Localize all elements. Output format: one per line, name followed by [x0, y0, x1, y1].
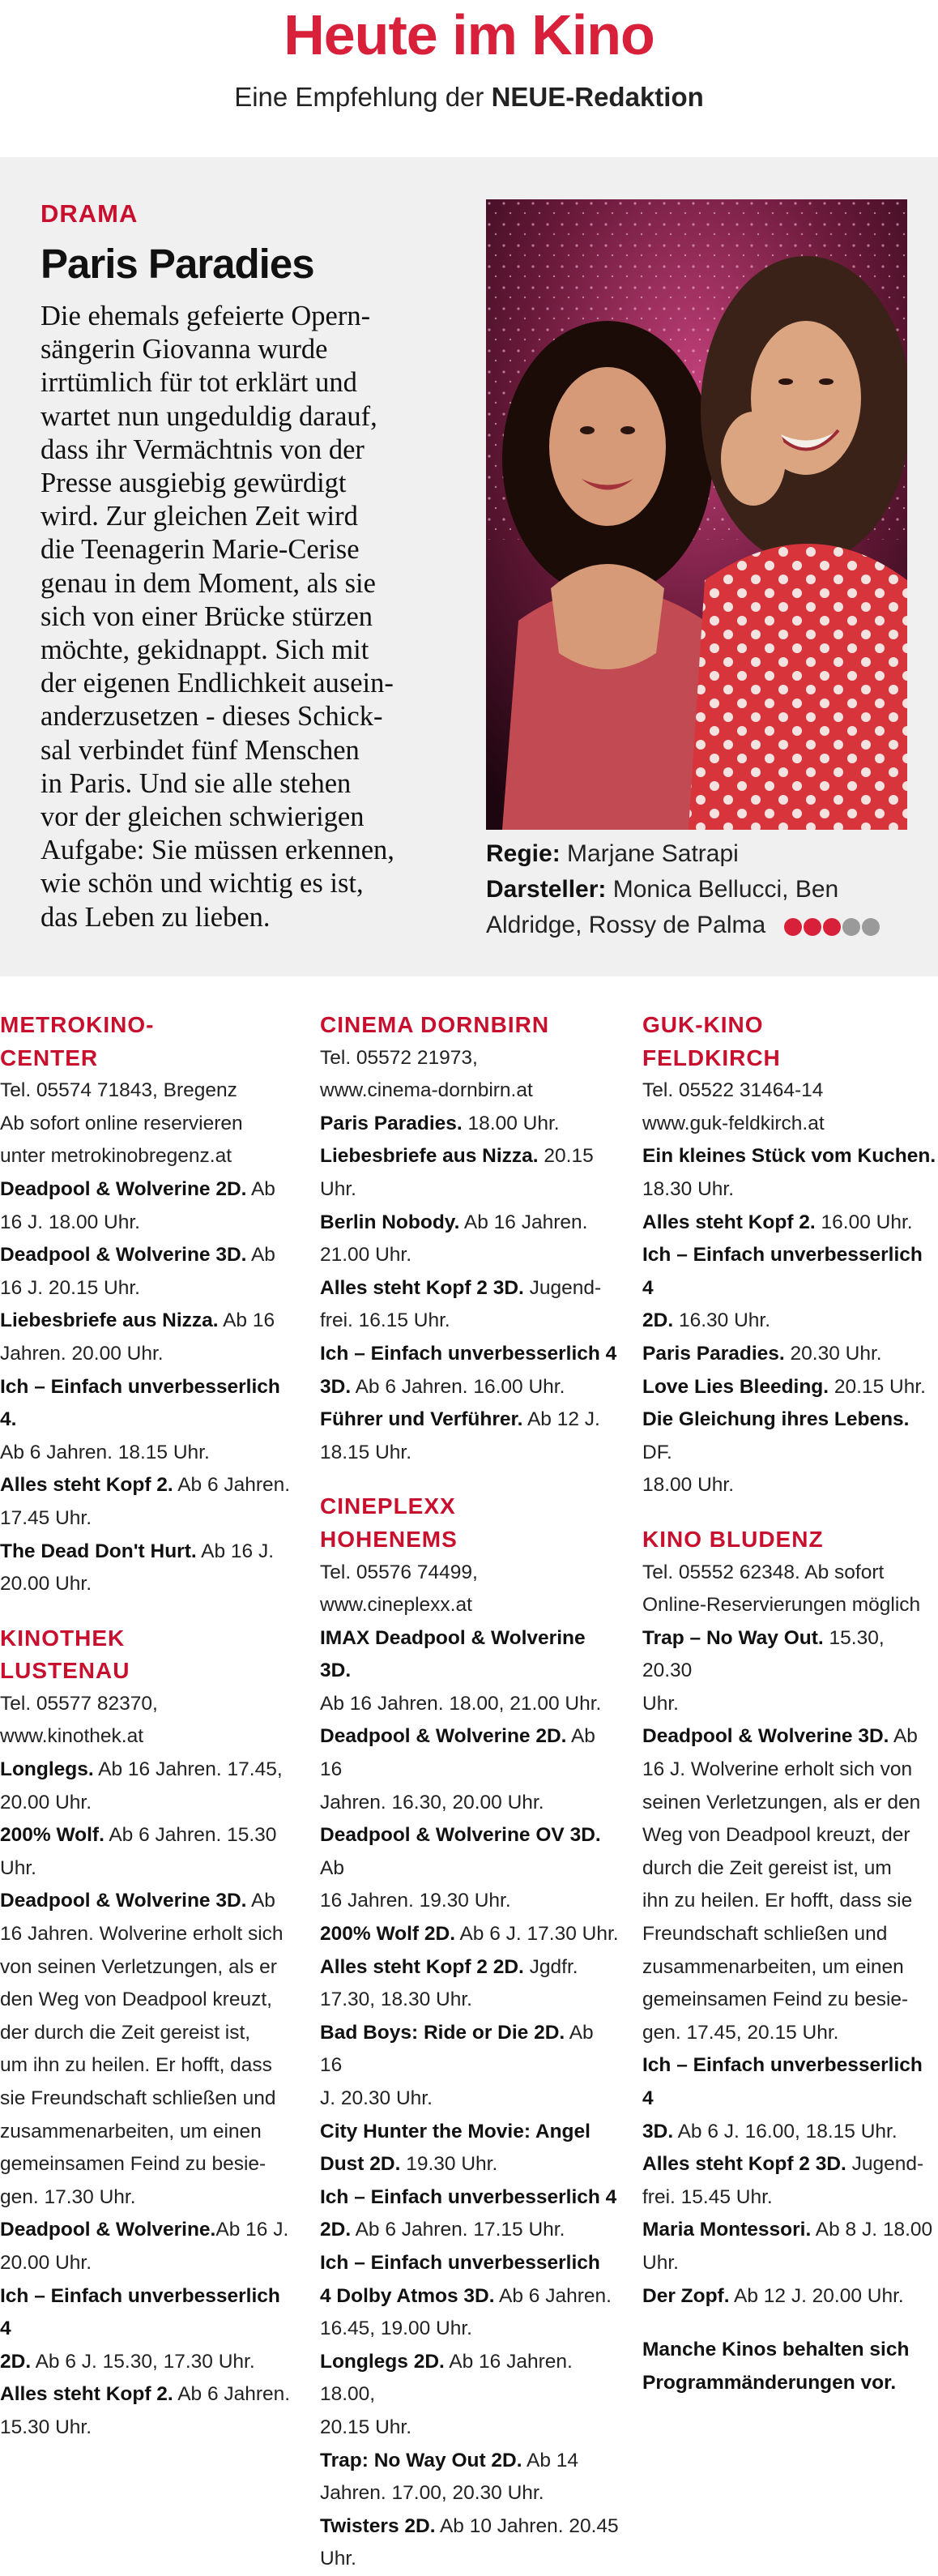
film-info: ihn zu heilen. Er hofft, dass sie	[642, 1890, 913, 1912]
film-title: Die Gleichung ihres Lebens.	[642, 1408, 910, 1431]
film-title-continued: 2D.	[320, 2219, 352, 2241]
film-info: sie Freundschaft schließen und	[0, 2087, 276, 2109]
film-info: frei. 15.45 Uhr.	[642, 2185, 773, 2208]
showtime-entry	[0, 1239, 293, 1305]
showtime-entry	[320, 1951, 620, 2017]
subtitle-prefix: Eine Empfehlung der	[234, 82, 484, 112]
film-title-continued: 4 Dolby Atmos 3D.	[320, 2284, 495, 2307]
film-title: 200% Wolf.	[0, 1824, 104, 1847]
film-title: Liebesbriefe aus Nizza.	[0, 1309, 219, 1332]
film-title: Ein kleines Stück vom Kuchen.	[642, 1145, 936, 1168]
film-info: Uhr.	[320, 1177, 356, 1200]
cinema-contact: Online-Reservierungen möglich	[642, 1594, 921, 1617]
film-info: gemeinsamen Feind zu besie-	[0, 2153, 266, 2176]
cinema-contact: unter metrokinobregenz.at	[0, 1145, 232, 1168]
film-title: Berlin Nobody.	[320, 1211, 460, 1233]
film-info: 20.15 Uhr.	[320, 2416, 412, 2438]
showtime-entry	[642, 1207, 938, 1240]
featured-text	[41, 199, 454, 934]
showtime-entry	[642, 1622, 938, 1721]
showtime-entry	[0, 2378, 293, 2444]
cinema-contact: www.cinema-dornbirn.at	[320, 1079, 533, 1102]
film-info: 21.00 Uhr.	[320, 1244, 412, 1267]
showtime-entry	[320, 1272, 620, 1338]
showtime-entry	[0, 1754, 293, 1819]
film-info: zusammenarbeiten, um einen	[0, 2120, 262, 2142]
rating-dot-empty-icon	[842, 918, 860, 936]
film-info: Ab	[246, 1177, 275, 1200]
film-title: Deadpool & Wolverine.	[0, 2219, 216, 2241]
film-info: Ab 16 Jahren. 17.45,	[93, 1758, 283, 1781]
cinema-contact: Tel. 05572 21973,	[320, 1046, 478, 1069]
description-line: Aufgabe: Sie müssen erkennen,	[41, 835, 394, 866]
film-info: Ab 6 Jahren.	[173, 2383, 291, 2406]
cast-line-1	[486, 872, 923, 908]
description-line: sal verbindet fünf Menschen	[41, 734, 360, 766]
showtime-entry	[0, 1885, 293, 2214]
film-info: 19.30 Uhr.	[400, 2153, 498, 2176]
rating-dot-filled-icon	[823, 918, 841, 936]
featured-credits	[486, 836, 923, 944]
film-still-photo	[486, 199, 907, 830]
film-info: frei. 16.15 Uhr.	[320, 1309, 450, 1332]
film-info: zusammenarbeiten, um einen	[642, 1955, 904, 1978]
film-info: Ab 6 J. 15.30, 17.30 Uhr.	[31, 2350, 255, 2373]
film-info: Freundschaft schließen und	[642, 1923, 888, 1946]
description-line: vor der gleichen schwierigen	[41, 801, 365, 833]
cinema-name: HOHENEMS	[320, 1526, 458, 1552]
film-info: Ab 6 Jahren. 16.00 Uhr.	[351, 1375, 565, 1398]
film-info: Ab	[320, 1856, 344, 1879]
description-line: die Teenagerin Marie-Cerise	[41, 534, 360, 566]
film-info: Ab	[246, 1890, 275, 1912]
showtime-entry	[0, 1371, 293, 1470]
film-info: Ab 16	[218, 1309, 275, 1332]
cinema-name: FELDKIRCH	[642, 1044, 781, 1070]
description-line: möchte, gekidnappt. Sich mit	[41, 634, 369, 666]
film-info: den Weg von Deadpool kreuzt,	[0, 1989, 272, 2011]
section-spacer	[320, 1469, 620, 1490]
description-line: genau in dem Moment, als sie	[41, 567, 376, 599]
featured-description	[41, 300, 454, 934]
film-info: 15.30 Uhr.	[0, 2416, 92, 2438]
cinema-name: KINO BLUDENZ	[642, 1526, 824, 1552]
description-line: das Leben zu lieben.	[41, 901, 271, 933]
film-info: Jahren. 17.00, 20.30 Uhr.	[320, 2482, 544, 2505]
showtime-entry	[320, 2116, 620, 2181]
showtime-entry	[320, 1819, 620, 1918]
film-title-continued: 3D.	[320, 1375, 352, 1398]
film-info: 16.00 Uhr.	[815, 1211, 913, 1233]
film-info: DF.	[642, 1441, 672, 1463]
showtime-entry	[320, 1720, 620, 1819]
film-info: Jgdfr.	[523, 1955, 578, 1978]
rating-dot-filled-icon	[784, 918, 802, 936]
film-title: Alles steht Kopf 2.	[0, 2383, 173, 2406]
film-info: Ab 16 Jahren. 18.00,	[320, 2350, 573, 2406]
showtime-entry	[642, 2148, 938, 2214]
film-info: gen. 17.45, 20.15 Uhr.	[642, 2021, 839, 2044]
film-info: Weg von Deadpool kreuzt, der	[642, 1824, 910, 1847]
film-info: Ab 6 Jahren. 15.30	[104, 1824, 277, 1847]
film-title: Ich – Einfach unverbesserlich 4	[320, 2185, 617, 2208]
cast-line-2	[486, 908, 923, 944]
showtime-entry	[320, 2017, 620, 2116]
cinema-contact: Tel. 05576 74499,	[320, 1561, 478, 1583]
film-title: Alles steht Kopf 2.	[0, 1474, 173, 1497]
rating-dots	[784, 908, 881, 944]
featured-genre: DRAMA	[41, 199, 139, 228]
description-line: Die ehemals gefeierte Opern-	[41, 301, 371, 331]
cinema-contact: www.guk-feldkirch.at	[642, 1112, 825, 1134]
film-info: 20.15 Uhr.	[829, 1375, 926, 1398]
film-info: 16 Jahren. Wolverine erholt sich	[0, 1923, 284, 1946]
film-info: J. 20.30 Uhr.	[320, 2087, 433, 2109]
film-info: der durch die Zeit gereist ist,	[0, 2021, 251, 2044]
film-info: seinen Verletzungen, als er den	[642, 1791, 921, 1813]
showtime-entry	[320, 1207, 620, 1272]
featured-film	[0, 157, 938, 976]
showtime-entry	[642, 1720, 938, 2049]
showtime-entry	[642, 2214, 938, 2279]
cinema-listings	[0, 976, 938, 2570]
description-line: in Paris. Und sie alle stehen	[41, 767, 352, 799]
film-info: 15.30, 20.30	[642, 1626, 885, 1682]
cinema-name: CENTER	[0, 1044, 99, 1070]
listing-column-3	[642, 1009, 938, 2399]
film-info: Ab	[246, 1244, 275, 1267]
film-info: Jugend-	[523, 1276, 602, 1299]
description-line: sich von einer Brücke stürzen	[41, 600, 373, 632]
description-line: dass ihr Vermächtnis von der	[41, 434, 365, 465]
showtime-entry	[320, 1918, 620, 1951]
film-info: Jugend-	[846, 2153, 924, 2176]
film-info: Jahren. 16.30, 20.00 Uhr.	[320, 1791, 544, 1813]
section-spacer	[0, 1601, 293, 1622]
page-title: Heute im Kino	[284, 3, 654, 66]
film-title: Ich – Einfach unverbesserlich 4	[642, 1244, 923, 1299]
film-info: Ab 12 J. 20.00 Uhr.	[729, 2284, 904, 2307]
film-title: Der Zopf.	[642, 2284, 730, 2307]
cinema-contact: www.cineplexx.at	[320, 1594, 472, 1617]
program-note: Programmänderungen vor.	[642, 2371, 897, 2394]
film-title: Longlegs.	[0, 1758, 94, 1781]
film-info: Ab 10 Jahren. 20.45	[435, 2514, 619, 2537]
film-info: Uhr.	[320, 2548, 356, 2570]
film-info: Ab 6 Jahren. 17.15 Uhr.	[351, 2219, 565, 2241]
showtime-entry	[320, 1140, 620, 1206]
film-info: durch die Zeit gereist ist, um	[642, 1856, 892, 1879]
showtime-entry	[0, 2214, 293, 2279]
film-title: Alles steht Kopf 2.	[642, 1211, 816, 1233]
description-line: wie schön und wichtig es ist,	[41, 868, 364, 899]
film-info: Ab 16 J.	[196, 1540, 275, 1562]
section-spacer	[642, 1502, 938, 1523]
film-title: Liebesbriefe aus Nizza.	[320, 1145, 539, 1168]
film-info: Ab 16 Jahren. 18.00, 21.00 Uhr.	[320, 1692, 602, 1715]
cinema-name: METROKINO-	[0, 1012, 155, 1037]
description-line: wird. Zur gleichen Zeit wird	[41, 501, 358, 532]
film-info: Ab 16	[320, 1725, 595, 1781]
showtime-entry	[0, 1173, 293, 1239]
showtime-entry	[320, 2247, 620, 2346]
film-info: 18.00 Uhr.	[642, 1474, 735, 1497]
page-header	[0, 0, 938, 157]
page-subtitle	[0, 81, 938, 113]
showtime-entry	[320, 2181, 620, 2247]
film-title: Maria Montessori.	[642, 2219, 812, 2241]
film-info: Ab	[889, 1725, 918, 1748]
film-title: Führer und Verführer.	[320, 1408, 523, 1431]
showtime-entry	[0, 1819, 293, 1885]
film-info: Jahren. 20.00 Uhr.	[0, 1342, 164, 1365]
film-info: 20.00 Uhr.	[0, 1573, 92, 1596]
film-info: Ab 6 Jahren.	[173, 1474, 291, 1497]
film-title: Paris Paradies.	[642, 1342, 785, 1365]
listing-column-2	[320, 1009, 620, 2576]
cinema-contact: Tel. 05552 62348. Ab sofort	[642, 1561, 885, 1583]
film-title: Alles steht Kopf 2 3D.	[642, 2153, 846, 2176]
film-info: 16 J. 20.15 Uhr.	[0, 1276, 140, 1299]
showtime-entry	[642, 1338, 938, 1371]
film-title: Ich – Einfach unverbesserlich 4	[0, 2284, 280, 2340]
description-line: sängerin Giovanna wurde	[41, 334, 328, 365]
film-info: Ab 16	[320, 2021, 594, 2077]
film-title: Ich – Einfach unverbesserlich	[320, 2251, 600, 2274]
film-info: 16 J. Wolverine erholt sich von	[642, 1758, 913, 1781]
showtime-entry	[320, 2510, 620, 2576]
film-title: Deadpool & Wolverine 2D.	[320, 1725, 567, 1748]
showtime-entry	[0, 2280, 293, 2379]
film-title: City Hunter the Movie: Angel	[320, 2120, 591, 2142]
film-info: 17.30, 18.30 Uhr.	[320, 1989, 472, 2011]
film-title: Deadpool & Wolverine OV 3D.	[320, 1824, 601, 1847]
film-title: Twisters 2D.	[320, 2514, 436, 2537]
cast-names-1: Monica Bellucci, Ben	[612, 876, 839, 903]
film-info: Ab 6 J. 16.00, 18.15 Uhr.	[673, 2120, 897, 2142]
film-info: Uhr.	[642, 1692, 679, 1715]
director-name: Marjane Satrapi	[567, 840, 739, 867]
program-note: Manche Kinos behalten sich	[642, 2339, 910, 2361]
description-line: der eigenen Endlichkeit ausein-	[41, 668, 394, 699]
film-info: 16 J. 18.00 Uhr.	[0, 1211, 140, 1233]
director-line	[486, 836, 923, 872]
film-title: Trap: No Way Out 2D.	[320, 2449, 522, 2471]
film-title-continued: 2D.	[0, 2350, 32, 2373]
film-info: 20.00 Uhr.	[0, 2251, 92, 2274]
description-line: Presse ausgiebig gewürdigt	[41, 468, 347, 499]
showtime-entry	[320, 2445, 620, 2510]
film-title: Alles steht Kopf 2 2D.	[320, 1955, 524, 1978]
showtime-entry	[320, 1622, 620, 1721]
showtime-entry	[320, 1338, 620, 1403]
film-info: 18.30 Uhr.	[642, 1177, 735, 1200]
film-info: Uhr.	[0, 1856, 36, 1879]
film-info: 16 Jahren. 19.30 Uhr.	[320, 1890, 511, 1912]
film-info: um ihn zu heilen. Er hofft, dass	[0, 2054, 272, 2077]
film-title: Deadpool & Wolverine 3D.	[0, 1244, 247, 1267]
film-still-illustration	[486, 199, 907, 830]
film-info: Uhr.	[642, 2251, 679, 2274]
description-line: anderzusetzen - dieses Schick-	[41, 701, 383, 733]
showtime-entry	[320, 2346, 620, 2445]
cinema-contact: Tel. 05577 82370,	[0, 1692, 158, 1715]
film-title: Paris Paradies.	[320, 1112, 463, 1134]
cinema-contact: Tel. 05574 71843, Bregenz	[0, 1079, 237, 1102]
film-title: Longlegs 2D.	[320, 2350, 445, 2373]
cinema-name: KINOTHEK	[0, 1625, 126, 1651]
showtime-entry	[642, 2049, 938, 2148]
film-title: Alles steht Kopf 2 3D.	[320, 1276, 524, 1299]
cinema-name: CINEPLEXX	[320, 1493, 456, 1519]
showtime-entry	[320, 1108, 620, 1141]
showtime-entry	[0, 1469, 293, 1535]
film-title: Deadpool & Wolverine 3D.	[642, 1725, 889, 1748]
cinema-contact: www.kinothek.at	[0, 1725, 144, 1748]
film-title: Ich – Einfach unverbesserlich 4	[320, 1342, 617, 1365]
section-spacer	[642, 2313, 938, 2334]
film-title: Deadpool & Wolverine 3D.	[0, 1890, 247, 1912]
film-info: Ab 14	[522, 2449, 579, 2471]
film-title: Trap – No Way Out.	[642, 1626, 824, 1649]
film-info: 17.45 Uhr.	[0, 1506, 92, 1529]
subtitle-brand: NEUE-Redaktion	[491, 82, 704, 112]
cinema-contact: Ab sofort online reservieren	[0, 1112, 243, 1134]
film-info: gen. 17.30 Uhr.	[0, 2185, 136, 2208]
film-title-continued: 3D.	[642, 2120, 674, 2142]
film-title: 200% Wolf 2D.	[320, 1923, 456, 1946]
showtime-entry	[642, 1239, 938, 1338]
film-info: gemeinsamen Feind zu besie-	[642, 1989, 909, 2011]
film-info: Ab 16 Jahren.	[459, 1211, 588, 1233]
film-title: IMAX Deadpool & Wolverine 3D.	[320, 1626, 586, 1682]
showtime-entry	[642, 2280, 938, 2313]
film-info: 16.30 Uhr.	[673, 1309, 770, 1332]
film-info: Ab 6 J. 17.30 Uhr.	[455, 1923, 619, 1946]
cinema-contact: Tel. 05522 31464-14	[642, 1079, 824, 1102]
cinema-name: CINEMA DORNBIRN	[320, 1012, 550, 1037]
film-info: 16.45, 19.00 Uhr.	[320, 2318, 472, 2340]
film-info: von seinen Verletzungen, als er	[0, 1955, 277, 1978]
listing-column-1	[0, 1009, 293, 2445]
cast-label: Darsteller:	[486, 876, 607, 903]
film-info: Ab 8 J. 18.00	[811, 2219, 933, 2241]
film-title-continued: 2D.	[642, 1309, 674, 1332]
film-title: Love Lies Bleeding.	[642, 1375, 829, 1398]
rating-dot-empty-icon	[862, 918, 880, 936]
film-info: 18.00 Uhr.	[462, 1112, 560, 1134]
showtime-entry	[0, 1305, 293, 1370]
film-title: Ich – Einfach unverbesserlich 4	[642, 2054, 923, 2109]
director-label: Regie:	[486, 840, 561, 867]
film-title: Deadpool & Wolverine 2D.	[0, 1177, 247, 1200]
description-line: irrtümlich für tot erklärt und	[41, 367, 357, 399]
film-info: Ab 16 J.	[215, 2219, 289, 2241]
film-info: 20.00 Uhr.	[0, 1791, 92, 1813]
description-line: wartet nun ungeduldig darauf,	[41, 400, 377, 432]
cinema-name: LUSTENAU	[0, 1658, 130, 1684]
showtime-entry	[642, 1403, 938, 1502]
film-info: Ab 12 J.	[522, 1408, 600, 1431]
cast-names-2: Aldridge, Rossy de Palma	[486, 912, 766, 938]
showtime-entry	[320, 1403, 620, 1469]
film-title: Ich – Einfach unverbesserlich 4.	[0, 1375, 280, 1431]
film-info: 18.15 Uhr.	[320, 1441, 412, 1463]
film-info: Ab 6 Jahren. 18.15 Uhr.	[0, 1441, 210, 1463]
film-info: 20.30 Uhr.	[784, 1342, 882, 1365]
showtime-entry	[0, 1536, 293, 1601]
featured-title: Paris Paradies	[41, 241, 314, 287]
rating-dot-filled-icon	[804, 918, 821, 936]
film-title: The Dead Don't Hurt.	[0, 1540, 197, 1562]
film-info: 20.15	[538, 1145, 594, 1168]
film-title-continued: Dust 2D.	[320, 2153, 401, 2176]
cinema-name: GUK-KINO	[642, 1012, 764, 1037]
film-title: Bad Boys: Ride or Die 2D.	[320, 2021, 565, 2044]
film-info: Ab 6 Jahren.	[494, 2284, 612, 2307]
showtime-entry	[642, 1371, 938, 1404]
showtime-entry	[642, 1140, 938, 1206]
